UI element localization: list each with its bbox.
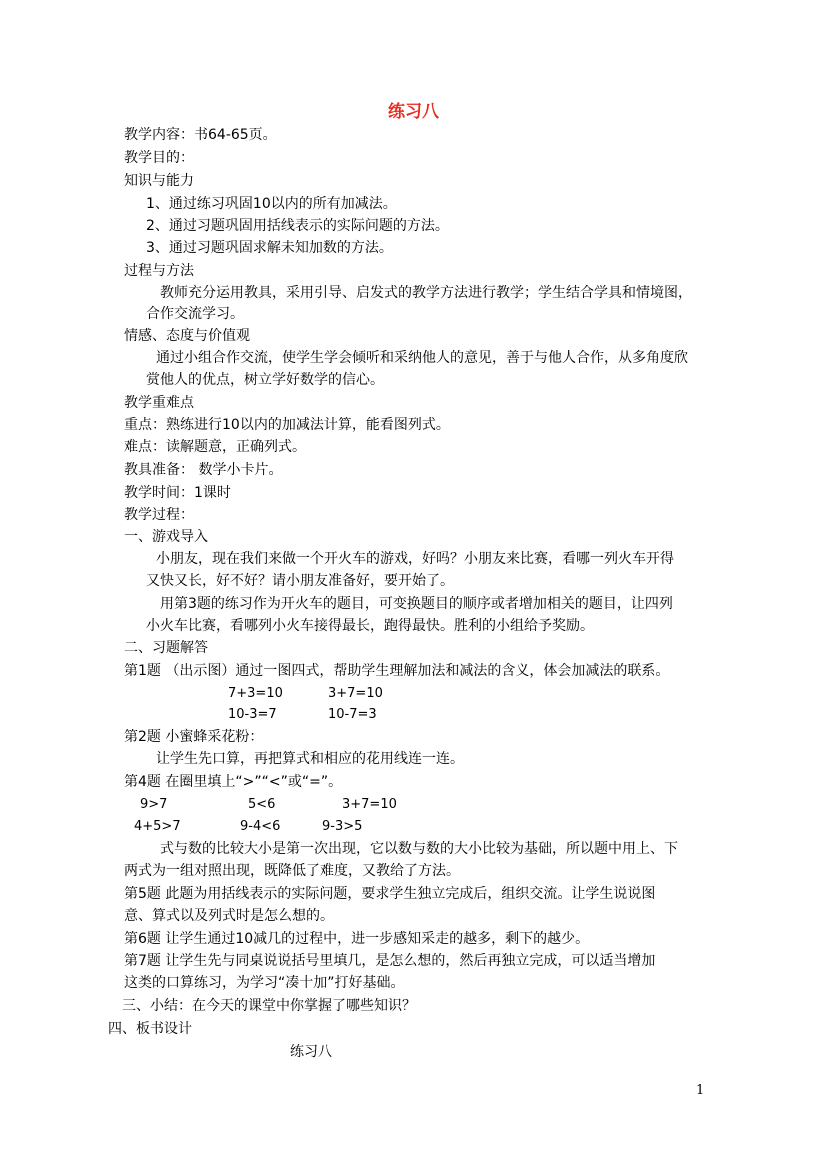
teaching-goal-heading: 教学目的： [124, 150, 194, 166]
process-heading: 过程与方法 [124, 263, 194, 279]
process-paragraph-line-2: 合作交流学习。 [146, 306, 244, 322]
question-1: 第1题 （出示图）通过一图四式，帮助学生理解加法和减法的含义，体会加减法的联系。 [124, 663, 670, 679]
teaching-tools: 教具准备： 数学小卡片。 [124, 462, 283, 478]
page-title: 练习八 [388, 102, 439, 122]
comparison: 4+5>7 [134, 819, 181, 834]
page-number: 1 [696, 1083, 705, 1098]
comparison: 9>7 [140, 797, 168, 812]
comparison: 9-3>5 [322, 819, 363, 834]
teaching-procedure-heading: 教学过程： [124, 507, 194, 523]
question-7-line-2: 这类的口算练习，为学习“凑十加”打好基础。 [124, 975, 405, 991]
section-1-paragraph-line-1: 小朋友，现在我们来做一个开火车的游戏，好吗？小朋友来比赛，看哪一列火车开得 [156, 551, 674, 567]
knowledge-item-2: 2、通过习题巩固用括线表示的实际问题的方法。 [146, 218, 449, 234]
equation: 10-3=7 [228, 707, 277, 722]
section-3-summary: 三、小结：在今天的课堂中你掌握了哪些知识？ [122, 998, 416, 1014]
key-points-heading: 教学重难点 [124, 395, 194, 411]
knowledge-item-3: 3、通过习题巩固求解未知加数的方法。 [146, 240, 393, 256]
section-4-heading: 四、板书设计 [108, 1021, 192, 1037]
question-6: 第6题 让学生通过10减几的过程中，进一步感知采走的越多，剩下的越少。 [124, 931, 590, 947]
question-2-instruction: 让学生先口算，再把算式和相应的花用线连一连。 [156, 751, 464, 767]
question-7-line-1: 第7题 让学生先与同桌说说括号里填几，是怎么想的，然后再独立完成，可以适当增加 [124, 953, 656, 969]
knowledge-heading: 知识与能力 [124, 173, 194, 189]
section-1-paragraph-line-4: 小火车比赛，看哪列小火车接得最长，跑得最快。胜利的小组给予奖励。 [146, 618, 594, 634]
question-4-paragraph-line-2: 两式为一组对照出现，既降低了难度，又教给了方法。 [124, 863, 460, 879]
board-title: 练习八 [290, 1044, 332, 1060]
section-2-heading: 二、习题解答 [124, 640, 208, 656]
key-point-difficulty: 难点：读解题意，正确列式。 [124, 439, 306, 455]
question-5-line-2: 意、算式以及列式时是怎么想的。 [124, 908, 334, 924]
comparison: 3+7=10 [342, 797, 397, 812]
knowledge-item-1: 1、通过练习巩固10以内的所有加减法。 [146, 196, 397, 212]
section-1-paragraph-line-3: 用第3题的练习作为开火车的题目，可变换题目的顺序或者增加相关的题目，让四列 [160, 596, 673, 612]
equation: 7+3=10 [228, 686, 283, 701]
comparison: 9-4<6 [240, 819, 281, 834]
teaching-content: 教学内容：书64-65页。 [124, 127, 277, 143]
question-2: 第2题 小蜜蜂采花粉： [124, 729, 264, 745]
key-point-focus: 重点：熟练进行10以内的加减法计算，能看图列式。 [124, 417, 450, 433]
comparison: 5<6 [248, 797, 276, 812]
section-1-paragraph-line-2: 又快又长，好不好？请小朋友准备好，要开始了。 [146, 573, 454, 589]
emotion-heading: 情感、态度与价值观 [124, 328, 250, 344]
equation: 3+7=10 [328, 686, 383, 701]
emotion-paragraph-line-2: 赏他人的优点，树立学好数学的信心。 [146, 372, 384, 388]
section-1-heading: 一、游戏导入 [124, 529, 208, 545]
question-4-paragraph-line-1: 式与数的比较大小是第一次出现，它以数与数的大小比较为基础，所以题中用上、下 [160, 841, 678, 857]
teaching-time: 教学时间：1课时 [124, 485, 231, 501]
emotion-paragraph-line-1: 通过小组合作交流，使学生学会倾听和采纳他人的意见，善于与他人合作，从多角度欣 [156, 350, 688, 366]
process-paragraph-line-1: 教师充分运用教具，采用引导、启发式的教学方法进行教学；学生结合学具和情境图， [160, 285, 692, 301]
equation: 10-7=3 [328, 707, 377, 722]
question-4: 第4题 在圈里填上“>”“<”或“=”。 [124, 774, 343, 790]
question-5-line-1: 第5题 此题为用括线表示的实际问题，要求学生独立完成后，组织交流。让学生说说图 [124, 886, 656, 902]
